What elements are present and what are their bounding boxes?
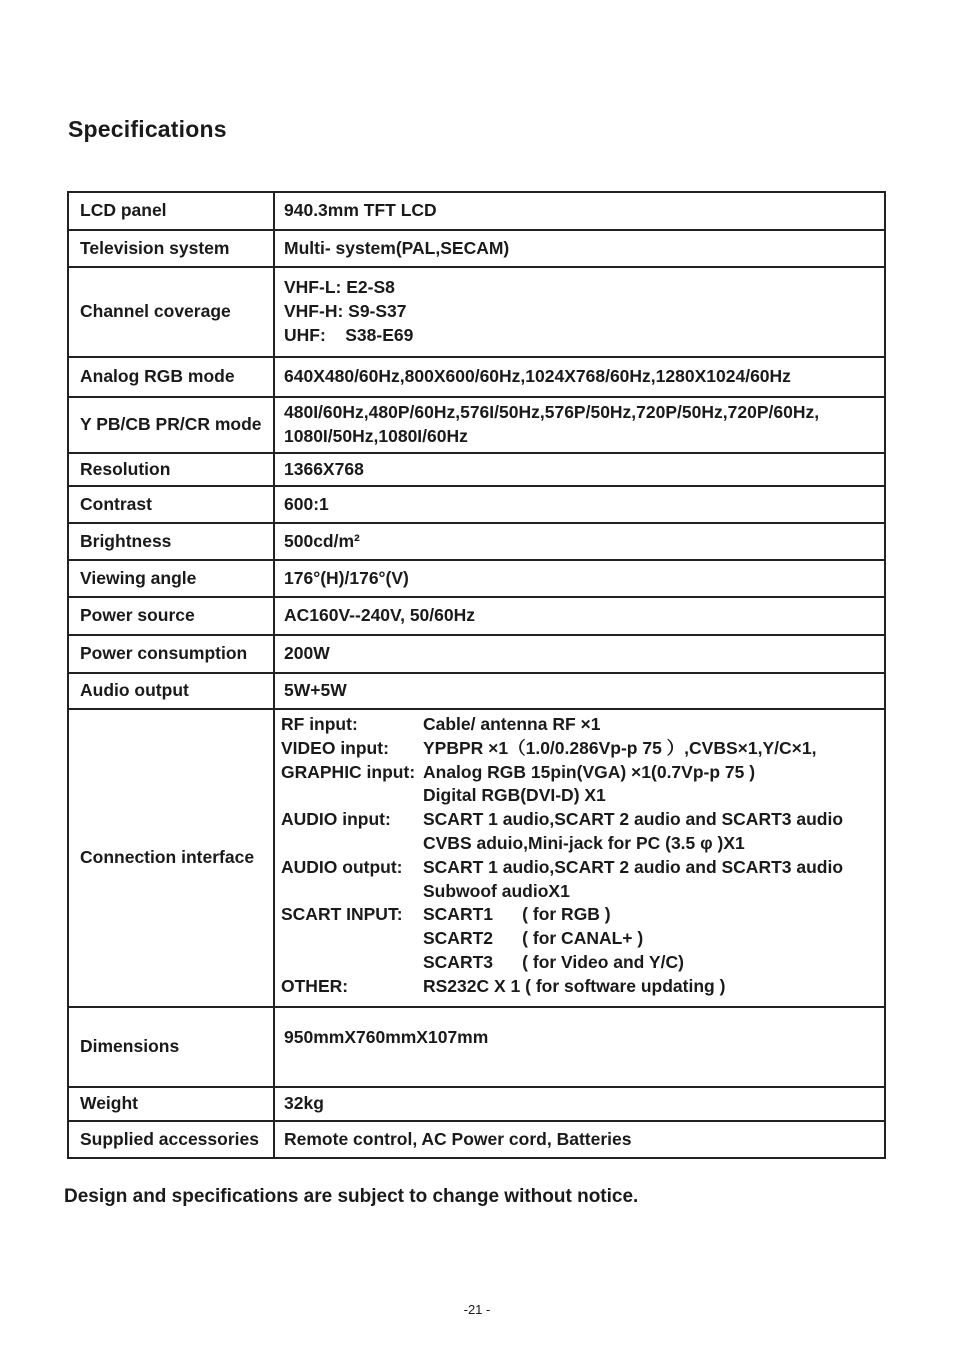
- spec-row-audio-output: [68, 673, 885, 709]
- spec-value: [274, 486, 885, 523]
- spec-label: Connection interface: [68, 709, 274, 1007]
- connection-value: SCART 1 audio,SCART 2 audio and SCART3 audio: [423, 856, 844, 877]
- spec-value: [274, 709, 885, 1007]
- spec-row-ypbpr-mode: [68, 397, 885, 453]
- connection-value: SCART1 ( for RGB ): [423, 904, 611, 925]
- spec-value: [274, 357, 885, 397]
- spec-value-line: 176°(H)/176°(V): [284, 567, 409, 588]
- connection-key: AUDIO input:: [281, 809, 391, 830]
- spec-label: Y PB/CB PR/CR mode: [68, 397, 274, 453]
- connection-value: Cable/ antenna RF ×1: [423, 714, 601, 734]
- spec-label: Weight: [68, 1087, 274, 1121]
- connection-key: GRAPHIC input:: [281, 761, 416, 782]
- spec-label: Dimensions: [68, 1007, 274, 1087]
- spec-label: Viewing angle: [68, 560, 274, 597]
- connection-key: VIDEO input:: [281, 737, 389, 758]
- spec-value-line: VHF-H: S9-S37: [284, 301, 407, 322]
- spec-row-supplied-accessories: [68, 1121, 885, 1158]
- spec-value: [274, 1087, 885, 1121]
- connection-key: SCART INPUT:: [281, 904, 403, 925]
- spec-value: [274, 267, 885, 357]
- connection-key: AUDIO output:: [281, 856, 403, 877]
- connection-key: OTHER:: [281, 975, 349, 996]
- spec-row-lcd-panel: [68, 192, 885, 230]
- connection-value: CVBS aduio,Mini-jack for PC (3.5 φ )X1: [423, 832, 745, 853]
- spec-label: LCD panel: [68, 192, 274, 230]
- spec-label: Audio output: [68, 673, 274, 709]
- connection-key: RF input:: [281, 714, 358, 734]
- spec-row-power-consumption: [68, 635, 885, 673]
- spec-label: Channel coverage: [68, 267, 274, 357]
- spec-value: [274, 453, 885, 486]
- spec-row-television-system: [68, 230, 885, 267]
- spec-label: Brightness: [68, 523, 274, 560]
- page-number: -21 -: [463, 1302, 491, 1317]
- spec-value: [274, 523, 885, 560]
- spec-value-line: UHF: S38-E69: [284, 324, 414, 345]
- spec-value: [274, 397, 885, 453]
- connection-value: Subwoof audioX1: [423, 880, 570, 901]
- specifications-table: [67, 191, 886, 1159]
- spec-value-line: 640X480/60Hz,800X600/60Hz,1024X768/60Hz,1280X1024/60Hz: [284, 366, 791, 387]
- spec-value-line: 480I/60Hz,480P/60Hz,576I/50Hz,576P/50Hz,720P/50Hz,720P/60Hz,: [284, 402, 820, 423]
- connection-value: RS232C X 1 ( for software updating ): [423, 975, 726, 996]
- spec-row-contrast: [68, 486, 885, 523]
- spec-label: Television system: [68, 230, 274, 267]
- spec-value-line: AC160V--240V, 50/60Hz: [284, 605, 476, 626]
- spec-row-channel-coverage: [68, 267, 885, 357]
- spec-value-line: 950mmX760mmX107mm: [284, 1027, 489, 1047]
- spec-row-analog-rgb-mode: [68, 357, 885, 397]
- connection-value: Digital RGB(DVI-D) X1: [423, 785, 606, 806]
- spec-label: Contrast: [68, 486, 274, 523]
- spec-row-resolution: [68, 453, 885, 486]
- spec-row-dimensions: [68, 1007, 885, 1087]
- spec-value-line: 500cd/m²: [284, 530, 360, 551]
- spec-label: Power source: [68, 597, 274, 635]
- spec-label: Analog RGB mode: [68, 357, 274, 397]
- spec-value: [274, 673, 885, 709]
- connection-value: YPBPR ×1（1.0/0.286Vp-p 75 ）,CVBS×1,Y/C×1,: [423, 737, 817, 758]
- spec-value-line: 32kg: [284, 1093, 324, 1114]
- spec-value: [274, 1121, 885, 1158]
- spec-value-line: 5W+5W: [284, 680, 347, 701]
- spec-value-line: VHF-L: E2-S8: [284, 277, 395, 298]
- spec-value-line: 200W: [284, 643, 330, 664]
- connection-value: SCART 1 audio,SCART 2 audio and SCART3 audio: [423, 809, 844, 830]
- spec-value-line: Remote control, AC Power cord, Batteries: [284, 1128, 632, 1149]
- spec-row-viewing-angle: [68, 560, 885, 597]
- spec-row-connection-interface: [68, 709, 885, 1007]
- spec-row-power-source: [68, 597, 885, 635]
- spec-row-weight: [68, 1087, 885, 1121]
- connection-value: SCART3 ( for Video and Y/C): [423, 951, 684, 972]
- spec-value-line: Multi- system(PAL,SECAM): [284, 237, 510, 258]
- connection-list: [281, 713, 884, 999]
- spec-value-line: 600:1: [284, 493, 329, 514]
- spec-row-brightness: [68, 523, 885, 560]
- spec-value: [274, 635, 885, 673]
- change-notice: Design and specifications are subject to change without notice.: [64, 1186, 639, 1207]
- spec-value: [274, 230, 885, 267]
- spec-label: Power consumption: [68, 635, 274, 673]
- spec-label: Supplied accessories: [68, 1121, 274, 1158]
- spec-label: Resolution: [68, 453, 274, 486]
- connection-value: Analog RGB 15pin(VGA) ×1(0.7Vp-p 75 ): [423, 761, 756, 782]
- spec-value: [274, 597, 885, 635]
- spec-value: [274, 192, 885, 230]
- spec-value-line: 1080I/50Hz,1080I/60Hz: [284, 426, 468, 446]
- spec-value: [274, 1007, 885, 1087]
- spec-value: [274, 560, 885, 597]
- spec-value-line: 940.3mm TFT LCD: [284, 200, 437, 221]
- spec-value-line: 1366X768: [284, 458, 364, 479]
- connection-value: SCART2 ( for CANAL+ ): [423, 928, 644, 949]
- page-title: Specifications: [68, 116, 227, 142]
